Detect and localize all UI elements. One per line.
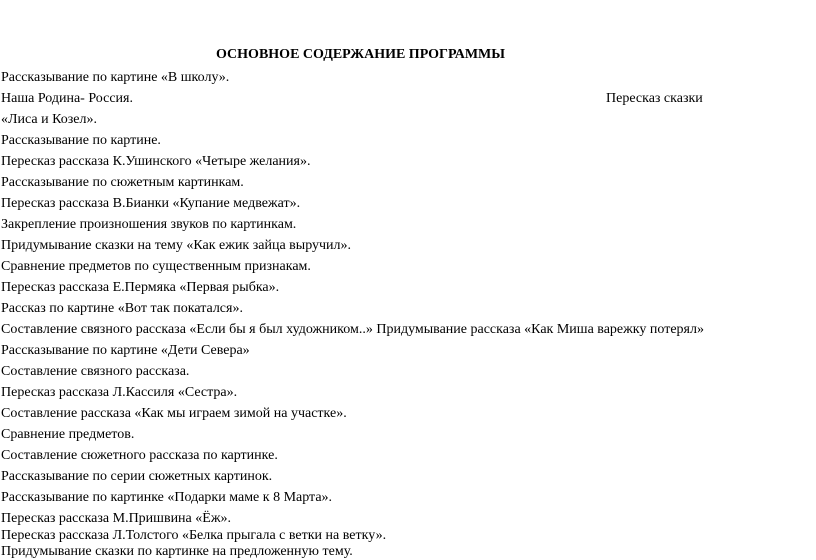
content-line: Пересказ рассказа М.Пришвина «Ёж».	[1, 511, 231, 526]
content-line: Рассказывание по серии сюжетных картинок.	[1, 469, 273, 484]
content-line: Закрепление произношения звуков по картинкам.	[1, 217, 297, 232]
content-line: Придумывание сказки по картинке на предложенную тему.	[1, 544, 353, 559]
right-note: Пересказ сказки	[606, 91, 703, 106]
content-line: Рассказывание по картине «В школу».	[1, 70, 230, 85]
content-line: Составление сюжетного рассказа по картинке.	[1, 448, 278, 463]
page-title: ОСНОВНОЕ СОДЕРЖАНИЕ ПРОГРАММЫ	[216, 47, 506, 62]
content-line: Рассказывание по картине.	[1, 133, 161, 148]
content-line: Пересказ рассказа К.Ушинского «Четыре желания».	[1, 154, 311, 169]
content-line: Пересказ рассказа Л.Толстого «Белка прыгала с ветки на ветку».	[1, 528, 387, 543]
content-line: Рассказывание по сюжетным картинкам.	[1, 175, 244, 190]
content-line: Придумывание сказки на тему «Как ежик зайца выручил».	[1, 238, 352, 253]
content-line: Составление рассказа «Как мы играем зимой на участке».	[1, 406, 347, 421]
content-line: Рассказывание по картине «Дети Севера»	[1, 343, 250, 358]
content-line: Рассказывание по картинке «Подарки маме к 8 Марта».	[1, 490, 333, 505]
content-line: «Лиса и Козел».	[1, 112, 97, 127]
content-line: Пересказ рассказа Л.Кассиля «Сестра».	[1, 385, 238, 400]
content-line: Составление связного рассказа «Если бы я был художником..» Придумывание рассказа «Как Миша варежку потерял»	[1, 322, 704, 337]
content-line: Рассказ по картине «Вот так покатался».	[1, 301, 243, 316]
content-line: Составление связного рассказа.	[1, 364, 190, 379]
content-line: Пересказ рассказа Е.Пермяка «Первая рыбка».	[1, 280, 280, 295]
content-line: Пересказ рассказа В.Бианки «Купание медвежат».	[1, 196, 301, 211]
content-line: Наша Родина- Россия.	[1, 91, 133, 106]
content-line: Сравнение предметов по существенным признакам.	[1, 259, 311, 274]
content-line: Сравнение предметов.	[1, 427, 135, 442]
